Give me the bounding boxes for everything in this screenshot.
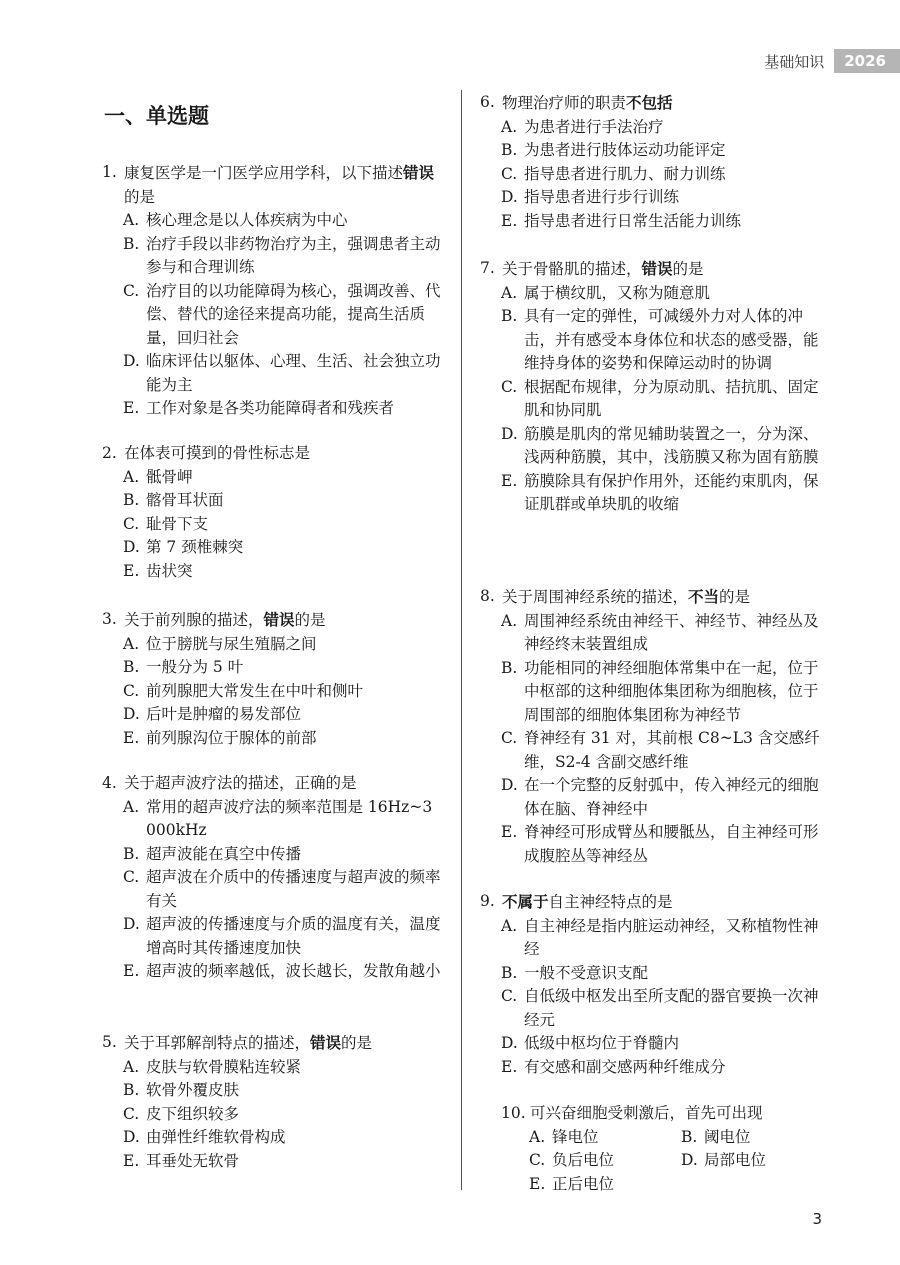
option-letter: A.	[123, 634, 140, 653]
option-b	[123, 233, 446, 280]
option-text: 超声波的频率越低，波长越长，发散角越小	[146, 962, 441, 980]
option-letter: C.	[123, 281, 140, 300]
option-list	[501, 116, 824, 234]
question-stem	[102, 161, 446, 209]
keyword-emphasis: 错误	[310, 1033, 342, 1052]
option-list	[123, 1056, 446, 1174]
stem-text: 康复医学是一门医学应用学科，以下描述	[124, 164, 404, 182]
option-letter: A.	[123, 1057, 140, 1076]
option-text: 功能相同的神经细胞体常集中在一起，位于中枢部的这种细胞体集团称为细胞核，位于周围部的细胞体集团称为神经节	[524, 658, 819, 724]
option-e	[123, 727, 446, 751]
option-text: 周围神经系统由神经干、神经节、神经丛及神经终末装置组成	[524, 611, 819, 653]
option-b	[501, 139, 824, 163]
question-1	[102, 161, 446, 421]
option-letter: E.	[123, 561, 140, 580]
option-letter: C.	[123, 868, 140, 886]
question-number: 7.	[480, 259, 495, 277]
question-stem	[480, 257, 824, 282]
option-letter: B.	[501, 307, 518, 325]
option-text: 由弹性纤维软骨构成	[146, 1128, 286, 1146]
option-list	[501, 282, 824, 517]
question-stem	[102, 772, 446, 796]
option-letter: D.	[123, 915, 140, 933]
option-letter: B.	[123, 658, 140, 676]
option-letter: D.	[501, 188, 518, 206]
question-stem	[480, 585, 824, 610]
option-e	[501, 470, 824, 517]
option-text: 髂骨耳状面	[146, 491, 224, 509]
option-letter: A.	[501, 117, 518, 136]
header-tag	[764, 50, 900, 72]
option-text: 位于膀胱与尿生殖膈之间	[146, 634, 317, 653]
option-text: 治疗目的以功能障碍为核心，强调改善、代偿、替代的途径来提高功能，提高生活质量，回归社会	[146, 281, 441, 347]
option-text: 锋电位	[552, 1127, 599, 1146]
option-text: 有交感和副交感两种纤维成分	[524, 1057, 726, 1076]
option-text: 根据配布规律，分为原动肌、拮抗肌、固定肌和协同肌	[524, 377, 819, 419]
option-text: 指导患者进行肌力、耐力训练	[524, 164, 726, 183]
option-d	[501, 774, 824, 821]
question-7	[480, 257, 824, 517]
option-e	[123, 560, 446, 584]
option-letter: E.	[501, 211, 518, 230]
option-letter: C.	[501, 377, 518, 396]
option-letter: A.	[529, 1127, 546, 1146]
stem-text: 的是	[672, 260, 704, 278]
option-text: 后叶是肿瘤的易发部位	[146, 705, 302, 723]
option-a	[501, 610, 824, 657]
option-b	[123, 489, 446, 513]
option-letter: B.	[501, 963, 518, 982]
option-text: 软骨外覆皮肤	[146, 1081, 240, 1099]
stem-text: 的是	[719, 588, 751, 606]
question-5	[102, 1031, 446, 1173]
question-number: 1.	[102, 163, 117, 181]
option-a	[123, 466, 446, 490]
year-badge: 2026	[834, 49, 900, 73]
option-list	[529, 1126, 830, 1197]
option-text: 超声波能在真空中传播	[146, 844, 302, 863]
option-letter: B.	[123, 234, 140, 253]
question-number: 3.	[102, 610, 117, 628]
option-text: 耳垂处无软骨	[146, 1151, 240, 1170]
option-text: 一般分为 5 叶	[146, 658, 244, 676]
option-text: 核心理念是以人体疾病为中心	[146, 211, 348, 229]
option-list	[123, 796, 446, 984]
option-list	[123, 209, 446, 421]
option-letter: B.	[123, 844, 140, 863]
question-number: 4.	[102, 774, 117, 792]
option-a	[123, 1056, 446, 1080]
option-list	[123, 633, 446, 751]
keyword-emphasis: 不包括	[626, 93, 673, 112]
option-letter: D.	[681, 1151, 698, 1169]
option-letter: A.	[501, 283, 518, 302]
option-b	[123, 1079, 446, 1103]
option-text: 前列腺沟位于腺体的前部	[146, 728, 317, 747]
option-text: 指导患者进行日常生活能力训练	[524, 211, 742, 230]
option-text: 骶骨岬	[146, 467, 193, 486]
option-d	[501, 1032, 824, 1056]
keyword-emphasis: 错误	[641, 259, 673, 278]
option-letter: E.	[501, 471, 518, 490]
stem-text: 关于前列腺的描述，	[124, 611, 264, 629]
subject-label: 基础知识	[764, 52, 825, 71]
option-text: 前列腺肥大常发生在中叶和侧叶	[146, 681, 364, 700]
stem-text: 关于耳郭解剖特点的描述，	[124, 1034, 311, 1052]
question-stem	[501, 1102, 830, 1126]
option-text: 工作对象是各类功能障碍者和残疾者	[146, 399, 395, 417]
stem-text: 在体表可摸到的骨性标志是	[124, 444, 311, 462]
option-e	[123, 397, 446, 421]
option-text: 皮肤与软骨膜粘连较紧	[146, 1057, 302, 1076]
stem-text: 的是	[341, 1034, 373, 1052]
option-c	[123, 1103, 446, 1127]
keyword-emphasis: 错误	[263, 610, 295, 629]
question-number: 2.	[102, 444, 117, 462]
option-text: 筋膜除具有保护作用外，还能约束肌肉，保证肌群或单块肌的收缩	[524, 471, 819, 513]
option-c	[501, 985, 824, 1032]
option-letter: A.	[501, 916, 518, 935]
option-letter: D.	[123, 705, 140, 723]
keyword-emphasis: 不属于	[502, 892, 549, 911]
option-letter: E.	[123, 728, 140, 747]
option-text: 齿状突	[146, 561, 193, 580]
option-list	[501, 610, 824, 869]
question-stem	[480, 91, 824, 116]
option-text: 临床评估以躯体、心理、生活、社会独立功能为主	[146, 352, 441, 394]
option-b	[501, 962, 824, 986]
option-list	[501, 915, 824, 1080]
option-a	[123, 796, 446, 843]
option-letter: D.	[123, 1128, 140, 1146]
stem-text: 的是	[124, 187, 156, 206]
stem-text: 关于超声波疗法的描述，正确的是	[124, 774, 357, 792]
option-letter: B.	[123, 491, 140, 509]
option-c	[123, 680, 446, 704]
option-letter: A.	[501, 611, 518, 630]
option-text: 耻骨下支	[146, 514, 209, 533]
question-number: 8.	[480, 587, 495, 605]
option-c	[501, 163, 824, 187]
option-letter: C.	[123, 1104, 140, 1123]
option-letter: D.	[123, 538, 140, 556]
option-text: 为患者进行手法治疗	[524, 117, 664, 136]
option-d	[501, 423, 824, 470]
option-letter: C.	[529, 1151, 546, 1169]
option-letter: B.	[681, 1127, 698, 1146]
question-stem	[102, 608, 446, 633]
option-e	[501, 210, 824, 234]
option-text: 皮下组织较多	[146, 1104, 240, 1123]
option-e	[123, 1150, 446, 1174]
option-text: 一般不受意识支配	[524, 963, 649, 982]
option-letter: B.	[123, 1081, 140, 1099]
option-b	[501, 305, 824, 376]
option-text: 局部电位	[704, 1151, 767, 1169]
option-letter: D.	[123, 352, 140, 370]
option-text: 在一个完整的反射弧中，传入神经元的细胞体在脑、脊神经中	[524, 776, 819, 818]
option-e	[123, 960, 446, 984]
option-a	[501, 282, 824, 306]
stem-text: 自主神经特点的是	[548, 893, 673, 911]
option-letter: E.	[123, 962, 140, 980]
option-letter: C.	[123, 514, 140, 533]
question-8	[480, 585, 824, 868]
option-d	[501, 186, 824, 210]
option-text: 具有一定的弹性，可减缓外力对人体的冲击，并有感受本身体位和状态的感受器，能维持身体的姿势和保障运动时的协调	[524, 307, 819, 372]
option-letter: A.	[123, 211, 140, 229]
option-text: 属于横纹肌，又称为随意肌	[524, 283, 711, 302]
option-e	[501, 821, 824, 868]
option-b	[123, 843, 446, 867]
option-text: 超声波的传播速度与介质的温度有关，温度增高时其传播速度加快	[146, 915, 441, 957]
option-letter: D.	[501, 776, 518, 794]
question-4	[102, 772, 446, 984]
option-text: 阈电位	[704, 1127, 751, 1146]
option-letter: C.	[501, 729, 518, 747]
question-number: 6.	[480, 93, 495, 111]
option-letter: A.	[123, 797, 140, 816]
option-text: 正后电位	[552, 1174, 615, 1193]
option-text: 为患者进行肢体运动功能评定	[524, 141, 726, 159]
section-title: 一、单选题	[104, 104, 209, 128]
question-stem	[102, 442, 446, 466]
option-text: 负后电位	[552, 1151, 615, 1169]
option-c	[501, 727, 824, 774]
option-letter: E.	[123, 399, 140, 417]
option-text: 治疗手段以非药物治疗为主，强调患者主动参与和合理训练	[146, 234, 441, 276]
keyword-emphasis: 不当	[688, 587, 720, 606]
column-divider	[461, 90, 462, 1190]
question-10	[501, 1102, 830, 1196]
option-list	[123, 466, 446, 584]
stem-text: 的是	[294, 611, 326, 629]
question-3	[102, 608, 446, 750]
option-letter: C.	[501, 987, 518, 1005]
option-letter: D.	[501, 1034, 518, 1052]
option-d	[123, 1126, 446, 1150]
option-letter: C.	[123, 681, 140, 700]
question-number: 9.	[480, 892, 495, 910]
option-letter: C.	[501, 164, 518, 183]
question-stem	[102, 1031, 446, 1056]
stem-text: 关于周围神经系统的描述，	[502, 588, 689, 606]
option-text: 脊神经有 31 对，其前根 C8~L3 含交感纤维，S2-4 含副交感纤维	[524, 729, 820, 771]
option-d	[123, 703, 446, 727]
option-d	[123, 913, 446, 960]
question-9	[480, 890, 824, 1079]
question-6	[480, 91, 824, 233]
option-text: 超声波在介质中的传播速度与超声波的频率有关	[146, 868, 441, 910]
stem-text: 关于骨骼肌的描述，	[502, 260, 642, 278]
option-text: 指导患者进行步行训练	[524, 188, 680, 206]
option-text: 脊神经可形成臂丛和腰骶丛，自主神经可形成腹腔丛等神经丛	[524, 823, 819, 865]
option-c	[123, 280, 446, 351]
keyword-emphasis: 错误	[403, 163, 435, 182]
option-letter: B.	[501, 141, 518, 159]
option-d	[123, 536, 446, 560]
option-text: 自低级中枢发出至所支配的器官要换一次神经元	[524, 987, 819, 1029]
option-a	[123, 633, 446, 657]
option-letter: E.	[501, 823, 518, 841]
option-e	[529, 1173, 704, 1197]
question-2	[102, 442, 446, 583]
question-stem	[480, 890, 824, 915]
option-letter: E.	[501, 1057, 518, 1076]
option-c	[123, 513, 446, 537]
option-c	[501, 376, 824, 423]
option-text: 低级中枢均位于脊髓内	[524, 1034, 680, 1052]
option-d	[123, 350, 446, 397]
option-b	[681, 1126, 856, 1150]
option-b	[123, 656, 446, 680]
option-letter: B.	[501, 658, 518, 677]
option-a	[501, 116, 824, 140]
option-letter: A.	[123, 467, 140, 486]
option-c	[123, 866, 446, 913]
stem-text: 可兴奋细胞受刺激后，首先可出现	[530, 1104, 763, 1122]
question-number: 10.	[501, 1104, 526, 1122]
stem-text: 物理治疗师的职责	[502, 94, 627, 112]
option-e	[501, 1056, 824, 1080]
option-text: 第 7 颈椎棘突	[146, 538, 244, 556]
option-text: 筋膜是肌肉的常见辅助装置之一，分为深、浅两种筋膜，其中，浅筋膜又称为固有筋膜	[524, 424, 819, 466]
option-letter: E.	[123, 1151, 140, 1170]
option-letter: E.	[529, 1174, 546, 1193]
option-text: 自主神经是指内脏运动神经，又称植物性神经	[524, 916, 819, 958]
option-d	[681, 1149, 856, 1173]
option-a	[123, 209, 446, 233]
option-letter: D.	[501, 424, 518, 443]
question-number: 5.	[102, 1033, 117, 1051]
option-b	[501, 657, 824, 728]
option-text: 常用的超声波疗法的频率范围是 16Hz~3 000kHz	[146, 797, 433, 839]
option-a	[501, 915, 824, 962]
page-number: 3	[812, 1210, 822, 1228]
